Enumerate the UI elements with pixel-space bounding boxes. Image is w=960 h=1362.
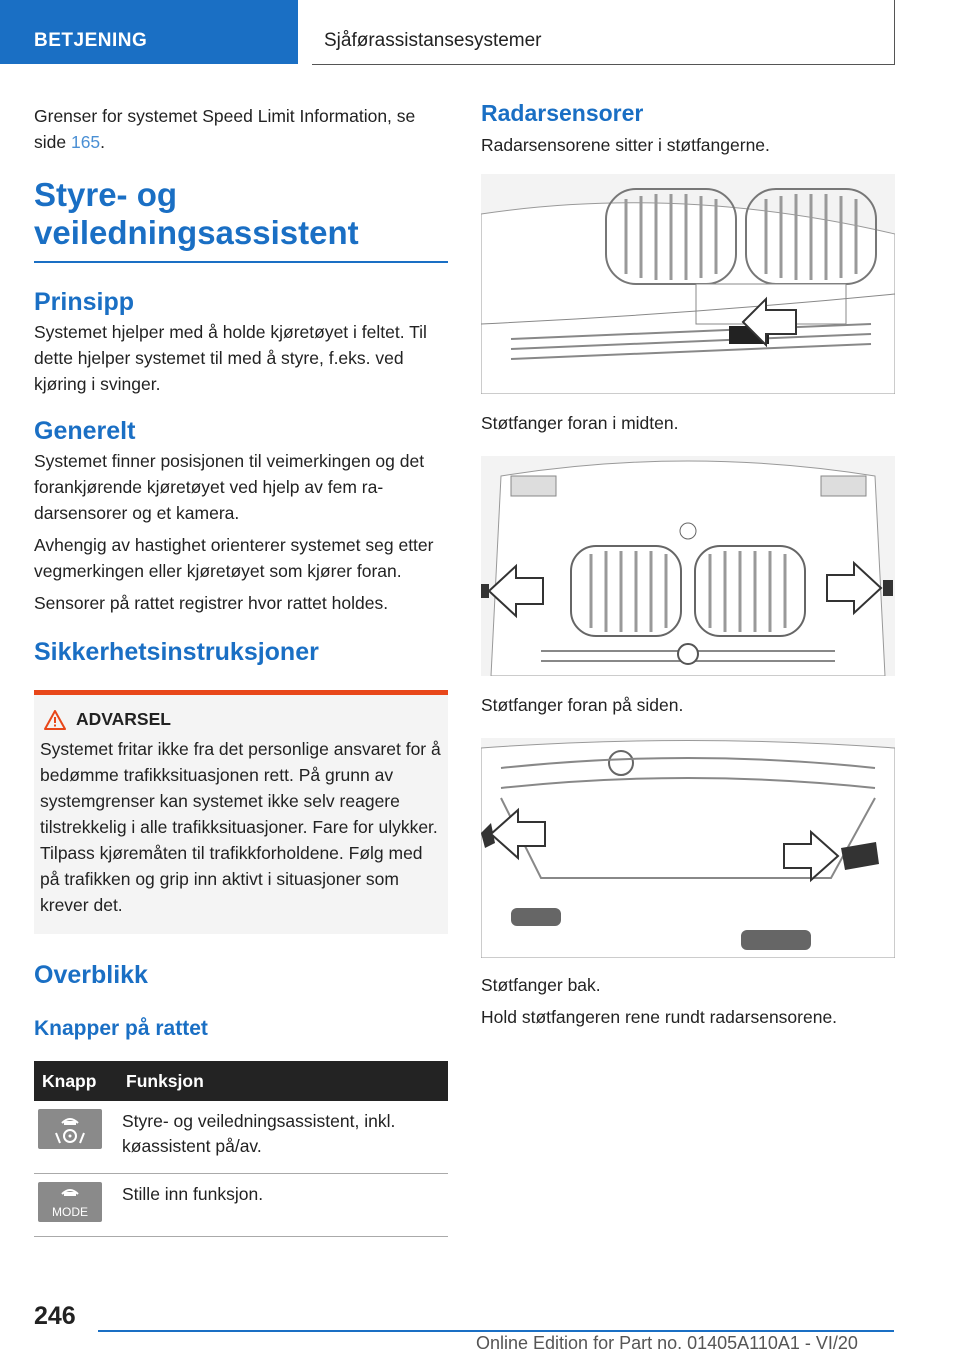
page-title: Styre- og veiledningsassistent: [34, 176, 359, 251]
caption-front-center: Støtfanger foran i midten.: [481, 413, 679, 433]
warning-title-row: [40, 709, 442, 730]
general-heading: Generelt: [34, 417, 136, 445]
left-column: [34, 100, 448, 1237]
column-header-funksjon: Funksjon: [118, 1061, 448, 1101]
caption-rear: Støtfanger bak.: [481, 975, 601, 995]
steering-assist-icon: [38, 1109, 102, 1149]
front-side-bumper-illustration: [481, 456, 895, 676]
svg-text:MODE: MODE: [52, 1205, 88, 1219]
header-chapter-label: Sjåførassistansesystemer: [324, 30, 542, 51]
right-column: [481, 100, 895, 1030]
page-link[interactable]: 165: [70, 132, 101, 152]
footer-rule: [98, 1330, 894, 1332]
rear-bumper-illustration: [481, 738, 895, 958]
caption-front-side: Støtfanger foran på siden.: [481, 695, 684, 715]
row-function-text: Stille inn funksjon.: [118, 1174, 448, 1237]
overview-heading: Overblikk: [34, 961, 148, 989]
table-row: [34, 1174, 448, 1237]
row-function-text: Styre- og veiledningsassistent, inkl. køassistent på/av.: [118, 1101, 448, 1174]
warning-text: Systemet fritar ikke fra det personlige ansvaret for å bedømme trafikksituasjonen rett. På grunn av systemgrenser kan systemet ikke selv reagere tilstrekkelig i alle trafikksituasjoner. Fare for ulykker. Tilpass kjøremåten til trafikkforholdene. Følg med på trafikken og grip inn aktivt i situasjoner som krever det.: [40, 739, 441, 915]
header-chapter-tab: [312, 0, 895, 65]
buttons-heading: Knapper på rattet: [34, 1017, 208, 1040]
general-paragraph-3: Sensorer på rattet registrer hvor rattet holdes.: [34, 593, 389, 613]
warning-triangle-icon: [44, 710, 66, 730]
mode-button-icon: [38, 1182, 102, 1222]
principle-text: Systemet hjelper med å holde kjøretøyet i feltet. Til dette hjelper systemet til med å styre, f.eks. ved kjøring i svinger.: [34, 322, 427, 394]
front-center-bumper-illustration: [481, 174, 895, 394]
radar-heading: Radarsensorer: [481, 100, 644, 126]
general-paragraph-1: Systemet finner posisjonen til veimerkingen og det forankjørende kjøretøyet ved hjelp av fem radarsensorer og et kamera.: [34, 451, 425, 523]
table-header-row: [34, 1061, 448, 1101]
page-number: 246: [34, 1302, 76, 1330]
buttons-table: [34, 1061, 448, 1237]
principle-heading: Prinsipp: [34, 288, 135, 316]
column-header-knapp: Knapp: [34, 1061, 118, 1101]
header-section-label: BETJENING: [34, 30, 148, 51]
warning-box: [34, 690, 448, 934]
general-paragraph-2: Avhengig av hastighet orienterer systemet seg etter vegmerkingen eller kjøretøyet som kjører foran.: [34, 535, 434, 581]
radar-text: Radarsensorene sitter i støtfangerne.: [481, 135, 770, 155]
header-section-tab: [0, 0, 298, 64]
intro-paragraph: Grenser for systemet Speed Limit Information, se side 165.: [34, 106, 416, 152]
title-rule: [34, 261, 448, 263]
footer-edition: Online Edition for Part no. 01405A110A1 - VI/20: [476, 1333, 858, 1353]
final-text: Hold støtfangeren rene rundt radarsensorene.: [481, 1007, 838, 1027]
safety-heading: Sikkerhetsinstruksjoner: [34, 638, 319, 666]
table-row: [34, 1101, 448, 1174]
warning-title: ADVARSEL: [76, 709, 171, 729]
